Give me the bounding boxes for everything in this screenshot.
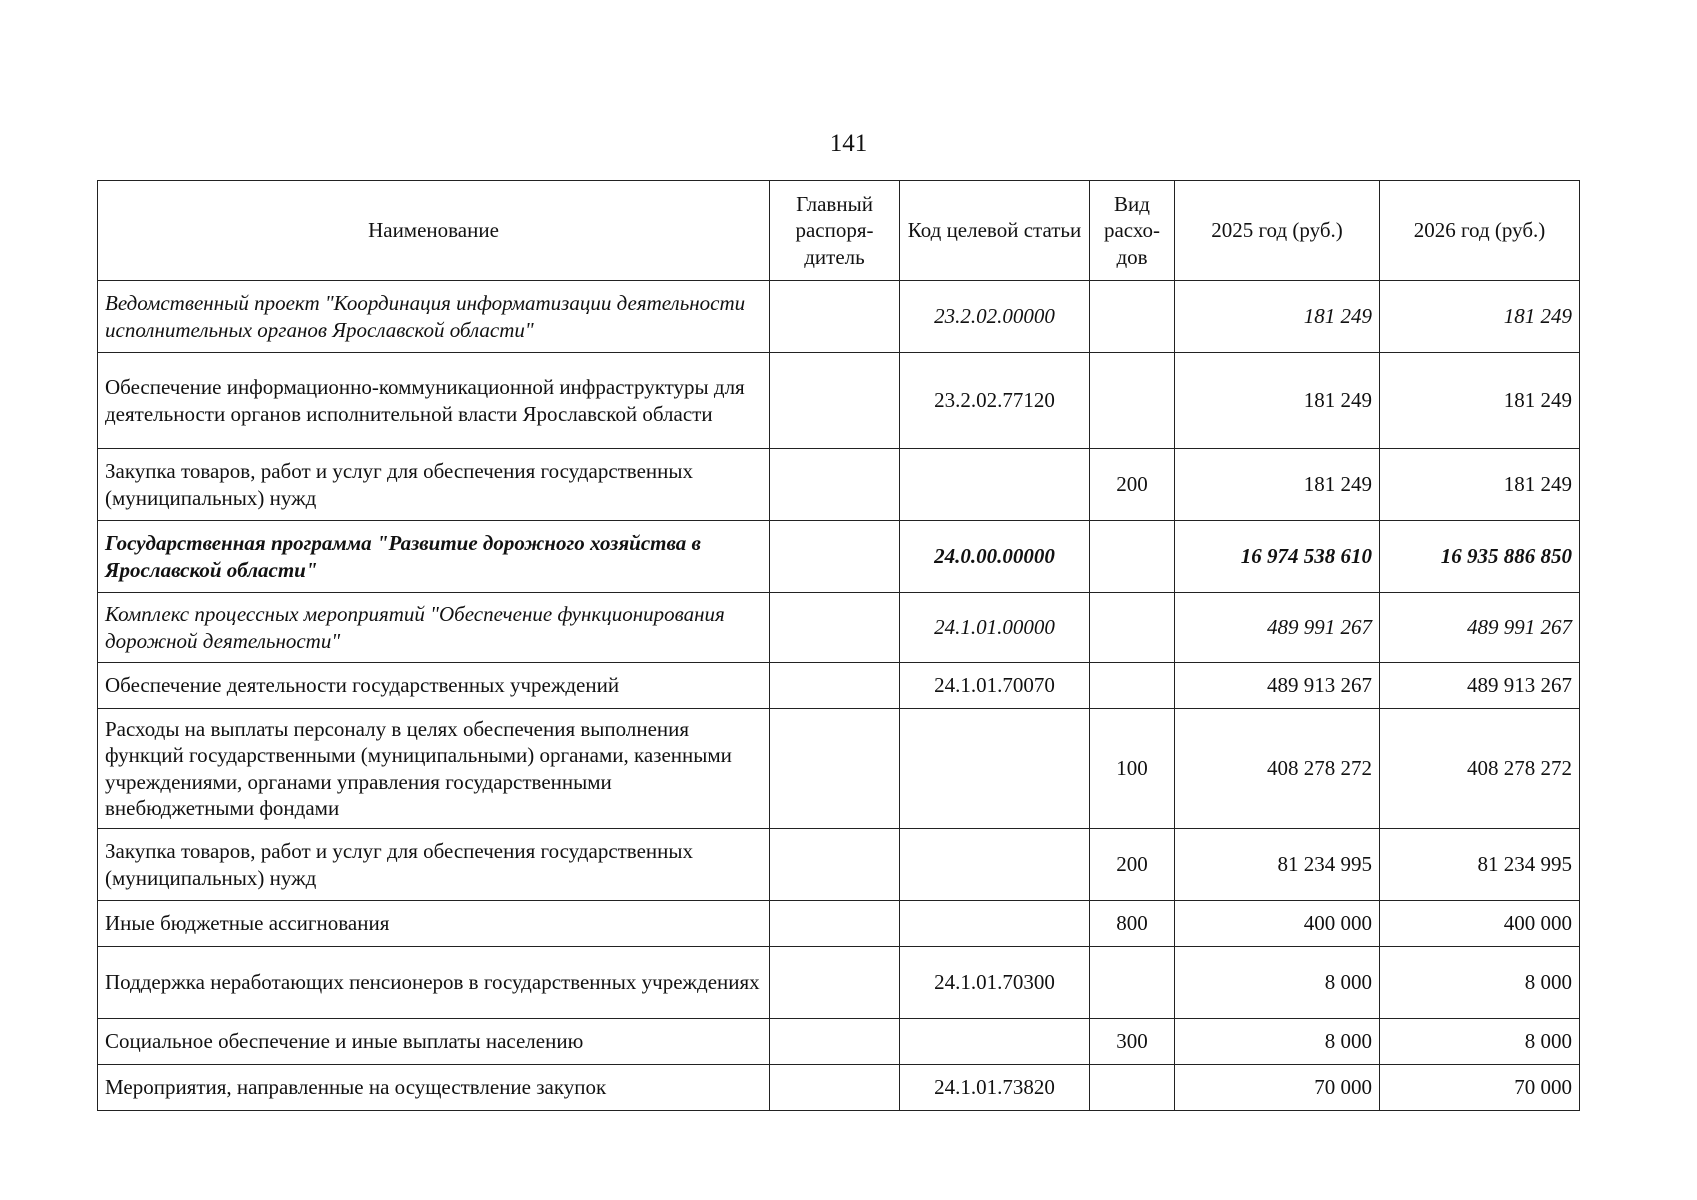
- row-expense-type: [1090, 521, 1175, 593]
- row-name: Ведомственный проект "Координация информатизации деятельности исполнительных органов Ярославской области": [98, 281, 770, 353]
- header-manager: Главный распоря-дитель: [770, 181, 900, 281]
- row-manager: [770, 353, 900, 449]
- row-code: [900, 1019, 1090, 1065]
- row-code: [900, 449, 1090, 521]
- row-amount-2025: 489 913 267: [1175, 663, 1380, 709]
- table-row: [98, 947, 1580, 1019]
- table-row: [98, 1065, 1580, 1111]
- row-manager: [770, 947, 900, 1019]
- row-code: 24.1.01.00000: [900, 593, 1090, 663]
- table-row: [98, 829, 1580, 901]
- row-amount-2026: 181 249: [1380, 281, 1580, 353]
- row-code: 23.2.02.00000: [900, 281, 1090, 353]
- table-row: [98, 449, 1580, 521]
- row-expense-type: [1090, 947, 1175, 1019]
- row-amount-2026: 70 000: [1380, 1065, 1580, 1111]
- row-amount-2025: 400 000: [1175, 901, 1380, 947]
- row-expense-type: [1090, 1065, 1175, 1111]
- row-name: Обеспечение деятельности государственных учреждений: [98, 663, 770, 709]
- header-code: Код целевой статьи: [900, 181, 1090, 281]
- row-amount-2025: 70 000: [1175, 1065, 1380, 1111]
- row-name: Государственная программа "Развитие дорожного хозяйства в Ярославской области": [98, 521, 770, 593]
- row-amount-2026: 8 000: [1380, 1019, 1580, 1065]
- table-row: [98, 709, 1580, 829]
- row-name: Закупка товаров, работ и услуг для обеспечения государственных (муниципальных) нужд: [98, 829, 770, 901]
- row-expense-type: [1090, 593, 1175, 663]
- row-manager: [770, 1065, 900, 1111]
- row-name: Обеспечение информационно-коммуникационной инфраструктуры для деятельности органов исполнительной власти Ярославской области: [98, 353, 770, 449]
- row-manager: [770, 281, 900, 353]
- row-expense-type: 200: [1090, 449, 1175, 521]
- row-code: [900, 901, 1090, 947]
- row-code: 24.1.01.70070: [900, 663, 1090, 709]
- row-amount-2026: 489 991 267: [1380, 593, 1580, 663]
- row-amount-2025: 489 991 267: [1175, 593, 1380, 663]
- row-manager: [770, 663, 900, 709]
- row-name: Закупка товаров, работ и услуг для обеспечения государственных (муниципальных) нужд: [98, 449, 770, 521]
- row-manager: [770, 901, 900, 947]
- row-name: Мероприятия, направленные на осуществление закупок: [98, 1065, 770, 1111]
- row-amount-2026: 8 000: [1380, 947, 1580, 1019]
- row-amount-2026: 181 249: [1380, 449, 1580, 521]
- row-amount-2025: 8 000: [1175, 947, 1380, 1019]
- row-amount-2025: 8 000: [1175, 1019, 1380, 1065]
- row-amount-2026: 489 913 267: [1380, 663, 1580, 709]
- header-row: [98, 181, 1580, 281]
- row-expense-type: [1090, 281, 1175, 353]
- row-code: 24.1.01.70300: [900, 947, 1090, 1019]
- row-name: Иные бюджетные ассигнования: [98, 901, 770, 947]
- row-manager: [770, 1019, 900, 1065]
- row-amount-2025: 181 249: [1175, 449, 1380, 521]
- row-code: 24.0.00.00000: [900, 521, 1090, 593]
- header-expense-type: Вид расхо-дов: [1090, 181, 1175, 281]
- row-amount-2025: 181 249: [1175, 281, 1380, 353]
- row-code: [900, 709, 1090, 829]
- row-amount-2026: 408 278 272: [1380, 709, 1580, 829]
- header-2025: 2025 год (руб.): [1175, 181, 1380, 281]
- row-code: 23.2.02.77120: [900, 353, 1090, 449]
- table-row: [98, 663, 1580, 709]
- row-name: Поддержка неработающих пенсионеров в государственных учреждениях: [98, 947, 770, 1019]
- row-manager: [770, 521, 900, 593]
- table-row: [98, 521, 1580, 593]
- row-code: 24.1.01.73820: [900, 1065, 1090, 1111]
- row-amount-2026: 181 249: [1380, 353, 1580, 449]
- row-amount-2025: 81 234 995: [1175, 829, 1380, 901]
- row-manager: [770, 829, 900, 901]
- row-expense-type: [1090, 353, 1175, 449]
- row-amount-2026: 16 935 886 850: [1380, 521, 1580, 593]
- row-expense-type: 100: [1090, 709, 1175, 829]
- table-row: [98, 353, 1580, 449]
- row-amount-2026: 400 000: [1380, 901, 1580, 947]
- row-expense-type: 800: [1090, 901, 1175, 947]
- row-name: Расходы на выплаты персоналу в целях обеспечения выполнения функций государственными (муниципальными) органами, казенными учреждениями, органами управления государственными внебюджетными фондами: [98, 709, 770, 829]
- page-number: 141: [829, 130, 868, 157]
- row-amount-2025: 408 278 272: [1175, 709, 1380, 829]
- budget-table: [97, 180, 1580, 1111]
- row-amount-2025: 181 249: [1175, 353, 1380, 449]
- table-row: [98, 1019, 1580, 1065]
- header-name: Наименование: [98, 181, 770, 281]
- row-manager: [770, 709, 900, 829]
- table-row: [98, 901, 1580, 947]
- row-amount-2026: 81 234 995: [1380, 829, 1580, 901]
- row-expense-type: [1090, 663, 1175, 709]
- row-manager: [770, 449, 900, 521]
- table-row: [98, 281, 1580, 353]
- row-name: Комплекс процессных мероприятий "Обеспечение функционирования дорожной деятельности": [98, 593, 770, 663]
- row-name: Социальное обеспечение и иные выплаты населению: [98, 1019, 770, 1065]
- row-manager: [770, 593, 900, 663]
- row-expense-type: 200: [1090, 829, 1175, 901]
- row-expense-type: 300: [1090, 1019, 1175, 1065]
- table-row: [98, 593, 1580, 663]
- row-code: [900, 829, 1090, 901]
- header-2026: 2026 год (руб.): [1380, 181, 1580, 281]
- row-amount-2025: 16 974 538 610: [1175, 521, 1380, 593]
